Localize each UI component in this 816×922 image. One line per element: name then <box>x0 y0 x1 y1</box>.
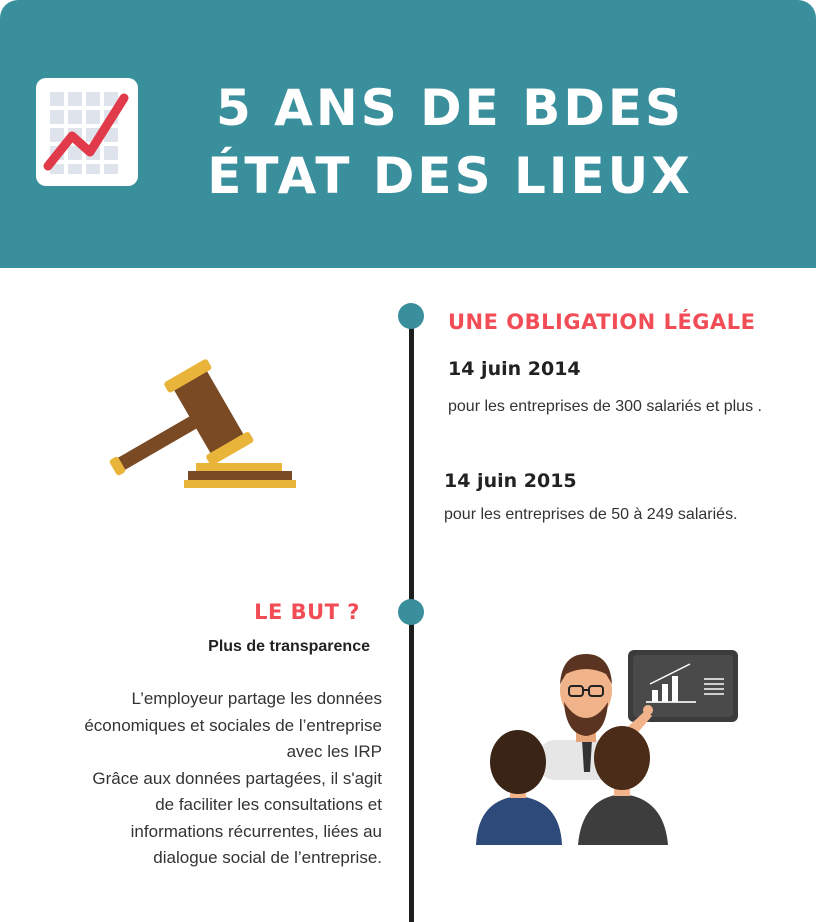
section-heading-obligation: UNE OBLIGATION LÉGALE <box>448 310 756 334</box>
presentation-meeting-icon <box>470 640 742 845</box>
page-title-line-2: ÉTAT DES LIEUX <box>207 147 693 205</box>
section-heading-purpose: LE BUT ? <box>254 600 360 624</box>
purpose-paragraph <box>20 686 382 872</box>
date-2015: 14 juin 2015 <box>444 470 577 492</box>
timeline-dot-purpose <box>398 599 424 625</box>
purpose-line: informations récurrentes, liées au <box>130 821 382 841</box>
page-title-line-1: 5 ANS DE BDES <box>215 79 684 137</box>
purpose-line: économiques et sociales de l’entreprise <box>84 715 382 735</box>
purpose-line: Grâce aux données partagées, il s'agit <box>92 768 382 788</box>
description-2014: pour les entreprises de 300 salariés et plus . <box>448 398 762 415</box>
timeline-dot-obligation <box>398 303 424 329</box>
purpose-line: L’employeur partage les données <box>131 689 382 708</box>
date-2014: 14 juin 2014 <box>448 358 581 380</box>
header-banner <box>0 0 816 268</box>
purpose-line: de faciliter les consultations et <box>155 795 382 814</box>
trend-chart-icon <box>36 78 138 186</box>
description-2015: pour les entreprises de 50 à 249 salariés. <box>444 506 738 523</box>
purpose-subtitle: Plus de transparence <box>208 638 370 655</box>
purpose-line: dialogue social de l’entreprise. <box>153 848 382 867</box>
gavel-icon <box>98 355 303 495</box>
purpose-line: avec les IRP <box>286 742 382 761</box>
